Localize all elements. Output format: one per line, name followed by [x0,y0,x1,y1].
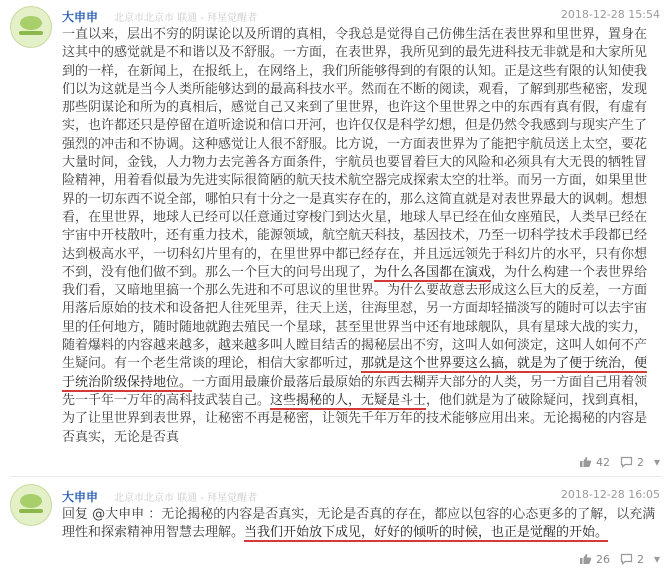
highlighted-text: 为什么各国都在演戏 [374,264,492,280]
text-segment: 回复 @大申申 ：无论揭秘的内容是否真实，无论是否真的存在，都应以包容的心态更多的了解，以充满理性和探索精神用智慧去理解。 [62,507,656,541]
like-button[interactable] [579,456,610,469]
reply-button[interactable] [620,456,644,469]
comment [0,480,672,570]
username[interactable]: 大申申 [62,10,99,24]
more-menu-icon[interactable]: ▾ [653,552,660,566]
highlighted-text: 这些揭秘的人，无疑是斗士 [270,392,427,408]
username[interactable]: 大申申 [62,490,99,504]
user-location-meta: 北京市北京市 联通 - 拜星觉醒者 [114,13,258,24]
timestamp: 2018-12-28 16:05 [560,488,660,501]
comment-icon [620,456,633,468]
text-segment: 一直以来，层出不穷的阴谋论以及所谓的真相，令我总是觉得自己仿佛生活在表世界和里世界，置身在这其中的感觉就是不和谐以及不舒服。一方面，在表世界，我所见到的最先进科技无非就是和大家所见到的一样，在新闻上，在报纸上，在网络上，我们所能够得到的有限的认知。正是这些有限的认知使我们以为这就是当今人类所能够达到的最高科技水平。然而在不断的阅读，观看，了解到那些秘密，发现那些阴谋论和所为的真相后，感觉自己又来到了里世界，也许这个里世界之中的东西有真有假，有虚有实，也许都还只是停留在道听途说和信口开河，也许仅仅是科学幻想，但是仍然令我感到与现实产生了强烈的冲击和不协调。这种感觉让人很不舒服。比方说，一方面表世界为了能把宇航员送上太空，要花大量时间，金钱，人力物力去完善各方面条件，宇航员也要冒着巨大的风险和必须具有大无畏的牺牲冒险精神，用着看似最为先进实际很简陋的航天技术航空器完成探索太空的壮举。而另一方面，如果里世界的一切东西不说全部，哪怕只有十分之一是真实存在的，那么这简直就是对表世界最大的讽刺。想想看，在里世界，地球人已经可以任意通过穿梭门到达火星，地球人早已经在仙女座殖民，人类早已经在宇宙中开枝散叶，还有重力技术，能源领域，航空航天科技，基因技术，乃至一切科学技术手段都已经达到极高水平，一切科幻片里有的，在里世界中都已经存在，并且远远领先于科幻片的水平，只有你想不到，没有他们做不到。那么一个巨大的问号出现了， [62,27,648,280]
like-count: 42 [595,455,610,469]
like-button[interactable] [579,553,610,566]
reply-button[interactable] [620,553,644,566]
thumbs-up-icon [579,553,592,565]
comment-body [62,26,658,447]
comment-actions [579,455,660,469]
avatar[interactable] [10,6,52,48]
avatar-icon [11,485,51,525]
avatar[interactable] [10,484,52,526]
user-location-meta: 北京市北京市 联通 - 拜星觉醒者 [114,493,258,504]
comment-actions [579,552,660,566]
comment-icon [620,553,633,565]
reply-count: 2 [636,552,644,566]
text-segment: ，他们就是为了破除疑问，找到真相，为了让里世界到表世界，让秘密不再是秘密，让领先千年万年的技术能够应用出来。无论揭秘的内容是否真实，无论是否真 [62,392,648,445]
comment-text [62,506,658,543]
like-count: 26 [595,552,610,566]
reply-count: 2 [636,455,644,469]
highlighted-text: 当我们开始放下成见，好好的倾听的时候，也正是觉醒的开始。 [244,525,609,541]
more-menu-icon[interactable]: ▾ [653,455,660,469]
comment-body [62,506,658,543]
divider [10,476,662,477]
text-segment: ，为什么构建一个表世界给我们看，又暗地里搞一个那么先进和不可思议的里世界。为什么要故意去形成这么巨大的反差，一方面用落后原始的技术和设备把人往死里弄，往天上送，往海里怼，另一方面却轻描淡写的随时可以去宇宙里的任何地方，随时随地就跑去殖民一个星球，甚至里世界当中还有地球舰队，具有星球大战的实力，随着爆料的内容越来越多，越来越多叫人瞠目结舌的揭秘层出不穷，这叫人如何淡定，这叫人如何不产生疑问。有一个老生常谈的理论，相信大家都听过， [62,264,648,372]
highlighted-text: 那就是这个世界要这么搞，就是为了便于统治，便于统治阶级保持地位。 [62,356,648,390]
timestamp: 2018-12-28 15:54 [560,8,660,21]
thumbs-up-icon [579,456,592,468]
avatar-icon [11,7,51,47]
comment-text [62,26,658,447]
text-segment: 一方面用最廉价最落后最原始的东西去糊弄大部分的人类，另一方面自己用着领先一千年一万年的高科技武装自己。 [62,374,648,408]
